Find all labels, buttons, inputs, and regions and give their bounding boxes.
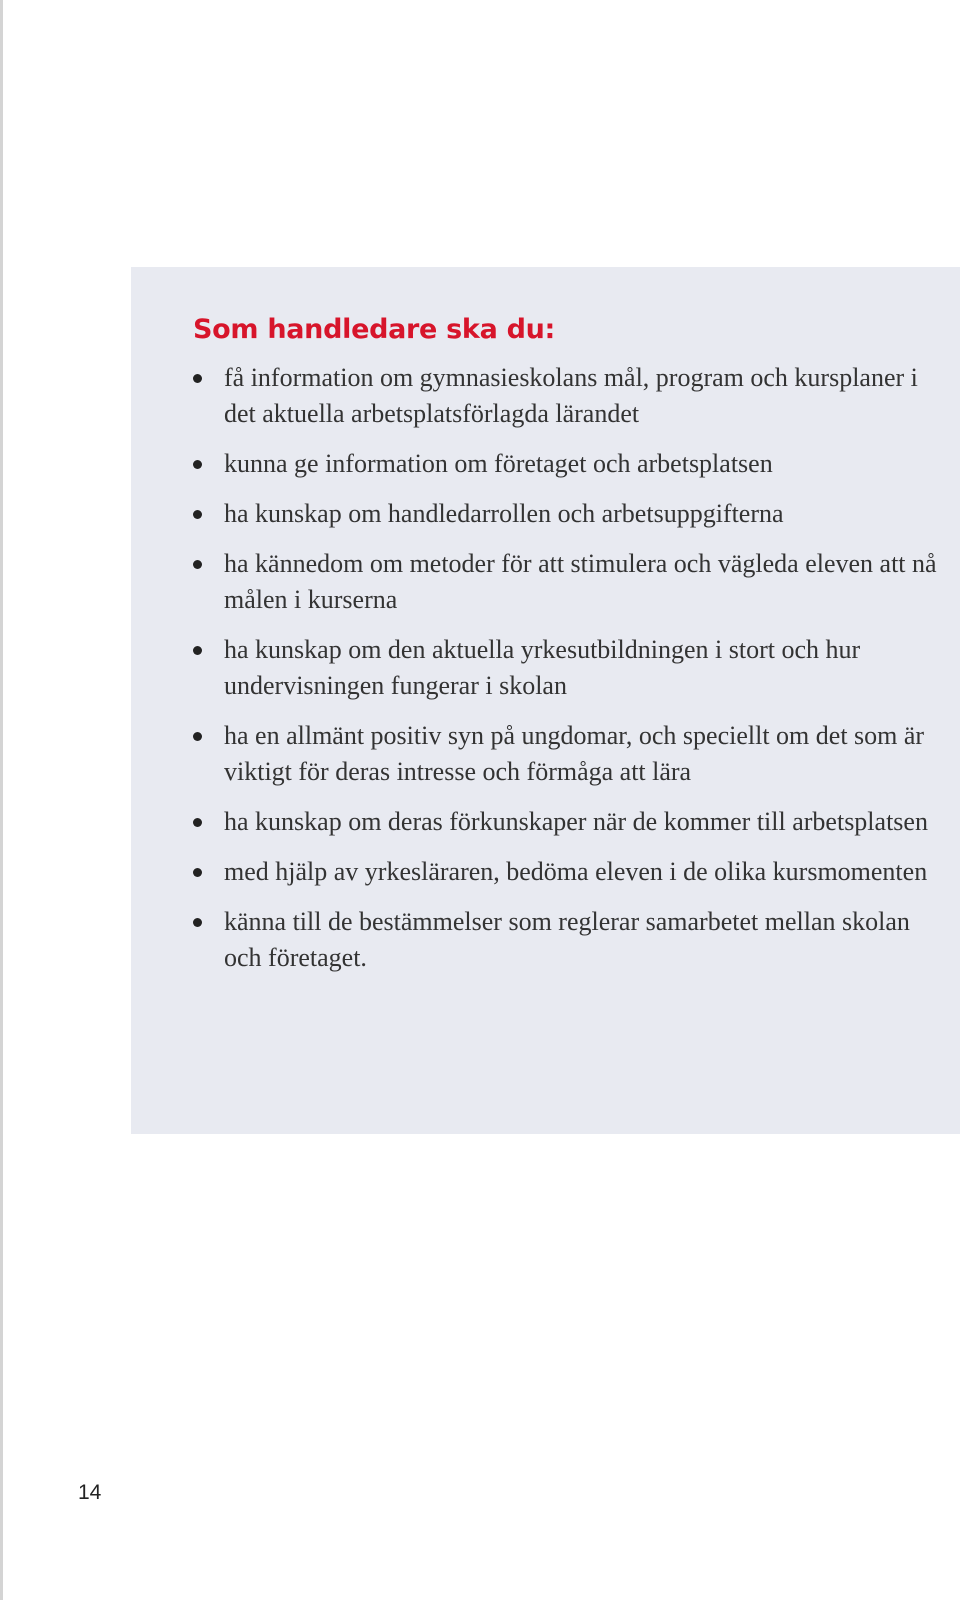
duties-list (193, 360, 953, 990)
list-item-text: få information om gymnasieskolans mål, program och kursplaner i det aktuella arbetsplatsförlagda lärandet (224, 363, 918, 428)
bullet-icon (193, 510, 202, 519)
bullet-icon (193, 732, 202, 741)
list-item (193, 904, 953, 976)
list-item (193, 632, 953, 704)
list-item-text: känna till de bestämmelser som reglerar samarbetet mellan skolan och företaget. (224, 907, 910, 972)
list-item (193, 718, 953, 790)
list-item (193, 854, 953, 890)
list-item-text: ha kunskap om den aktuella yrkesutbildningen i stort och hur undervisningen fungerar i skolan (224, 635, 861, 700)
bullet-icon (193, 646, 202, 655)
list-item-text: ha kunskap om deras förkunskaper när de kommer till arbetsplatsen (224, 807, 928, 836)
page-number: 14 (78, 1481, 102, 1504)
list-item-text: ha kännedom om metoder för att stimulera och vägleda eleven att nå målen i kurserna (224, 549, 937, 614)
bullet-icon (193, 460, 202, 469)
bullet-icon (193, 918, 202, 927)
box-heading: Som handledare ska du: (193, 314, 556, 345)
list-item (193, 446, 953, 482)
bullet-icon (193, 868, 202, 877)
list-item-text: ha en allmänt positiv syn på ungdomar, och speciellt om det som är viktigt för deras intresse och förmåga att lära (224, 721, 925, 786)
bullet-icon (193, 374, 202, 383)
bullet-icon (193, 818, 202, 827)
list-item (193, 360, 953, 432)
list-item (193, 496, 953, 532)
list-item-text: ha kunskap om handledarrollen och arbetsuppgifterna (224, 499, 784, 528)
list-item (193, 804, 953, 840)
page-edge-line (0, 0, 3, 1600)
list-item-text: kunna ge information om företaget och arbetsplatsen (224, 449, 773, 478)
list-item-text: med hjälp av yrkesläraren, bedöma eleven i de olika kursmomenten (224, 857, 928, 886)
bullet-icon (193, 560, 202, 569)
list-item (193, 546, 953, 618)
